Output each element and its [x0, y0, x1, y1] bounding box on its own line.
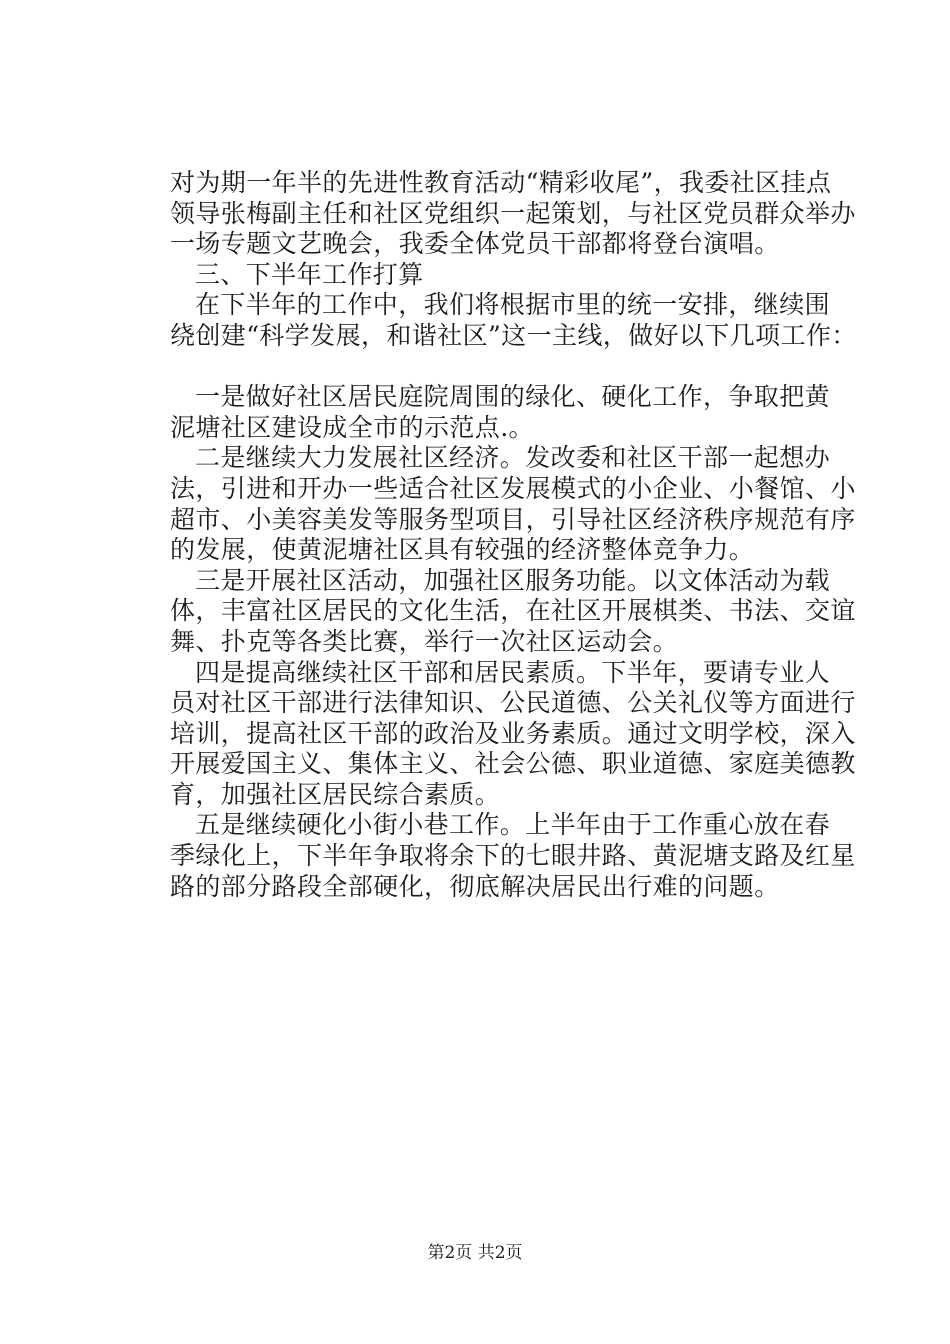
text-line: 一是做好社区居民庭院周围的绿化、硬化工作，争取把黄	[195, 382, 831, 412]
text-line: 四是提高继续社区干部和居民素质。下半年，要请专业人	[195, 657, 831, 687]
blank-line	[170, 352, 840, 383]
paragraph-closing-activity	[170, 168, 856, 260]
text-line: 二是继续大力发展社区经济。发改委和社区干部一起想办	[195, 443, 831, 473]
text-line: 三、下半年工作打算	[195, 259, 424, 289]
text-line: 泥塘社区建设成全市的示范点.。	[170, 412, 534, 442]
text-line: 培训，提高社区干部的政治及业务素质。通过文明学校，深入	[170, 718, 856, 748]
text-line: 对为期一年半的先进性教育活动“精彩收尾”，我委社区挂点	[170, 168, 832, 197]
paragraph-intro	[170, 290, 857, 351]
text-line: 季绿化上，下半年争取将余下的七眼井路、黄泥塘支路及红星	[170, 841, 856, 871]
text-line: 的发展，使黄泥塘社区具有较强的经济整体竞争力。	[170, 535, 755, 565]
text-line: 五是继续硬化小街小巷工作。上半年由于工作重心放在春	[195, 810, 831, 840]
paragraph-item-three	[170, 565, 856, 658]
text-line: 员对社区干部进行法律知识、公民道德、公关礼仪等方面进行	[170, 688, 856, 718]
text-line: 体，丰富社区居民的文化生活，在社区开展棋类、书法、交谊	[170, 596, 856, 626]
paragraph-item-two	[170, 443, 856, 565]
text-line: 一场专题文艺晚会，我委全体党员干部都将登台演唱。	[170, 229, 780, 259]
text-line: 绕创建“科学发展，和谐社区”这一主线，做好以下几项工作：	[170, 320, 857, 350]
text-line: 超市、小美容美发等服务型项目，引导社区经济秩序规范有序	[170, 504, 856, 534]
text-line: 在下半年的工作中，我们将根据市里的统一安排，继续围	[195, 290, 831, 320]
paragraph-item-four	[170, 657, 856, 811]
text-line: 育，加强社区居民综合素质。	[170, 779, 501, 809]
page-number: 第2页 共2页	[427, 1243, 523, 1263]
text-line: 法，引进和开办一些适合社区发展模式的小企业、小餐馆、小	[170, 473, 856, 503]
text-line: 三是开展社区活动，加强社区服务功能。以文体活动为载	[195, 565, 831, 595]
section-heading	[170, 260, 840, 291]
document-body	[170, 168, 857, 902]
paragraph-item-one	[170, 382, 840, 443]
paragraph-item-five	[170, 810, 856, 902]
page-footer	[0, 1242, 950, 1264]
text-line: 舞、扑克等各类比赛，举行一次社区运动会。	[170, 626, 679, 656]
text-line: 路的部分路段全部硬化，彻底解决居民出行难的问题。	[170, 871, 780, 901]
text-line: 开展爱国主义、集体主义、社会公德、职业道德、家庭美德教	[170, 749, 856, 779]
text-line: 领导张梅副主任和社区党组织一起策划，与社区党员群众举办	[170, 198, 856, 228]
